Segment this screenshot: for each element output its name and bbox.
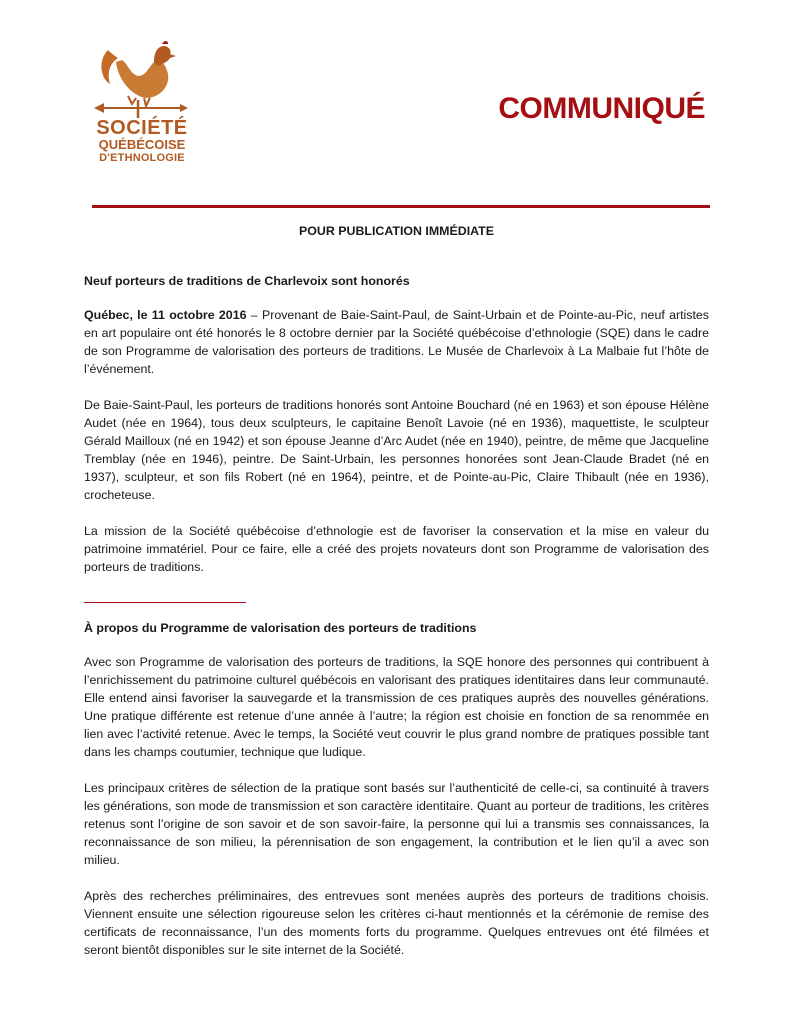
rooster-weathervane-icon <box>88 40 188 120</box>
paragraph-5: Les principaux critères de sélection de la pratique sont basés sur l’authenticité de celle-ci, sa continuité à travers les générations, son mode de transmission et son caractère identitaire. Quant au porteur de traditions, les critères retenus sont l’origine de son savoir et de son savoir-faire, la personne qui lui a transmis ses connaissances, la reconnaissance de son milieu, la pérennisation de son engagement, la contribution et le lien qu’il a avec son milieu. <box>84 781 709 867</box>
header-divider <box>92 205 710 208</box>
section-divider <box>84 602 246 603</box>
logo-wordmark <box>92 118 192 165</box>
document-body <box>84 222 709 977</box>
paragraph-1 <box>84 306 709 378</box>
logo-line-2: QUÉBÉCOISE <box>98 137 186 152</box>
dateline: Québec, le 11 octobre 2016 <box>84 308 247 322</box>
paragraph-3: La mission de la Société québécoise d’ethnologie est de favoriser la conservation et la mise en valeur du patrimoine immatériel. Pour ce faire, elle a créé des projets novateurs dont son Programme de valorisation des porteurs de traditions. <box>84 524 709 574</box>
paragraph-6: Après des recherches préliminaires, des entrevues sont menées auprès des porteurs de traditions choisis. Viennent ensuite une sélection rigoureuse selon les critères ci-haut mentionnés et la cérémonie de remise des certificats de reconnaissance, l’un des moments forts du programme. Quelques entrevues ont été filmées et seront bientôt disponibles sur le site internet de la Société. <box>84 889 709 957</box>
paragraph-1-text: – Provenant de Baie-Saint-Paul, de Saint-Urbain et de Pointe-au-Pic, neuf artistes en art populaire ont été honorés le 8 octobre dernier par la Société québécoise d’ethnologie (SQE) dans le cadre de son Programme de valorisation des porteurs de traditions. Le Musée de Charlevoix à La Malbaie fut l’hôte de l’événement. <box>84 308 710 376</box>
headline: Neuf porteurs de traditions de Charlevoix sont honorés <box>84 274 410 288</box>
document-title: COMMUNIQUÉ <box>498 92 705 125</box>
release-line: POUR PUBLICATION IMMÉDIATE <box>298 224 495 238</box>
logo-line-1: SOCIÉTÉ <box>96 117 188 139</box>
section-heading: À propos du Programme de valorisation des porteurs de traditions <box>84 621 477 635</box>
paragraph-2: De Baie-Saint-Paul, les porteurs de traditions honorés sont Antoine Bouchard (né en 1963) et son épouse Hélène Audet (née en 1964), tous deux sculpteurs, le capitaine Benoît Lavoie (né en 1936), maquettiste, le sculpteur Gérald Mailloux (né en 1942) et son épouse Jeanne d’Arc Audet (née en 1940), peintre, de même que Jacqueline Tremblay (née en 1946), peintre. De Saint-Urbain, les personnes honorées sont Jean-Claude Bradet (né en 1937), sculpteur, et son fils Robert (né en 1964), peintre, et de Pointe-au-Pic, Claire Thibault (née en 1936), crocheteuse. <box>84 398 709 502</box>
sqe-logo <box>84 40 204 170</box>
logo-line-3: D'ETHNOLOGIE <box>99 152 185 164</box>
paragraph-4: Avec son Programme de valorisation des porteurs de traditions, la SQE honore des personnes qui contribuent à l’enrichissement du patrimoine culturel québécois en valorisant des pratiques identitaires dans leur communauté. Elle entend ainsi favoriser la sauvegarde et la transmission de ces pratiques auprès des nouvelles générations. Une pratique différente est retenue d’une année à l’autre; la région est choisie en fonction de sa renommée en lien avec l’activité retenue. Avec le temps, la Société veut couvrir le plus grand nombre de pratiques possible tant dans les champs coutumier, technique que ludique. <box>84 655 709 759</box>
